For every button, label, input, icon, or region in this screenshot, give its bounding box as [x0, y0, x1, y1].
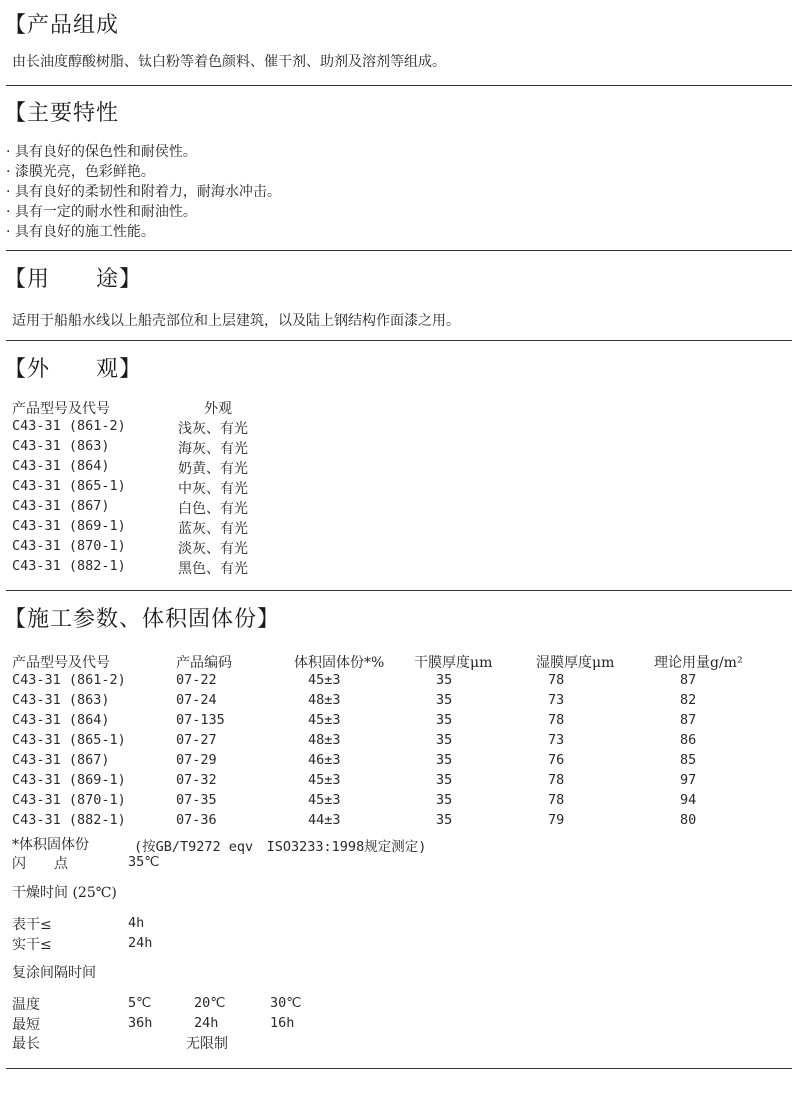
section-heading-params: 【施工参数、体积固体份】	[4, 607, 281, 632]
section-heading-composition: 【产品组成	[4, 13, 120, 38]
table-row	[0, 792, 800, 812]
table-cell: 07-32	[176, 772, 217, 788]
table-cell: C43-31 (865-1)	[12, 478, 126, 494]
table-cell: 86	[680, 732, 697, 748]
table-cell: C43-31 (863)	[12, 692, 110, 708]
table-cell: 淡灰、有光	[178, 541, 248, 557]
params-header-row	[0, 652, 800, 672]
table-cell: 07-27	[176, 732, 217, 748]
recoat-max-value: 无限制	[186, 1036, 228, 1052]
table-cell: C43-31 (861-2)	[12, 418, 126, 434]
table-cell: C43-31 (867)	[12, 498, 110, 514]
feature-item: · 具有良好的柔韧性和附着力，耐海水冲击。	[6, 184, 281, 200]
usage-text: 适用于船船水线以上船壳部位和上层建筑，以及陆上钢结构作面漆之用。	[12, 313, 460, 329]
table-header: 理论用量g/m²	[654, 655, 743, 671]
table-cell: C43-31 (863)	[12, 438, 110, 454]
divider	[6, 1068, 792, 1069]
table-cell: C43-31 (882-1)	[12, 558, 126, 574]
table-cell: 35	[436, 672, 453, 688]
recoat-min-label: 最短	[12, 1017, 40, 1033]
table-cell: 79	[548, 812, 565, 828]
flash-point-value: 35℃	[128, 854, 160, 870]
table-row	[0, 812, 800, 832]
section-heading-usage: 【用 途】	[4, 267, 143, 292]
recoat-max-label: 最长	[12, 1036, 40, 1052]
table-row	[0, 458, 300, 478]
appearance-col-header-look: 外观	[204, 401, 232, 417]
recoat-temp: 30℃	[270, 995, 302, 1011]
table-cell: C43-31 (864)	[12, 712, 110, 728]
table-cell: 45±3	[308, 672, 341, 688]
table-cell: 07-24	[176, 692, 217, 708]
table-row	[0, 712, 800, 732]
hard-dry-value: 24h	[128, 935, 153, 951]
recoat-temp-label: 温度	[12, 997, 40, 1013]
divider	[6, 85, 792, 86]
table-cell: 73	[548, 692, 565, 708]
table-header: 产品编码	[176, 655, 232, 671]
table-cell: 35	[436, 752, 453, 768]
table-cell: 07-22	[176, 672, 217, 688]
table-row	[0, 538, 300, 558]
appearance-col-header-model: 产品型号及代号	[12, 401, 110, 417]
table-cell: 35	[436, 812, 453, 828]
table-cell: 80	[680, 812, 697, 828]
table-cell: C43-31 (869-1)	[12, 518, 126, 534]
table-row	[0, 772, 800, 792]
table-cell: 94	[680, 792, 697, 808]
table-cell: C43-31 (865-1)	[12, 732, 126, 748]
divider	[6, 250, 792, 251]
table-cell: 35	[436, 692, 453, 708]
section-heading-features: 【主要特性	[4, 101, 120, 126]
table-cell: C43-31 (870-1)	[12, 792, 126, 808]
table-cell: 78	[548, 672, 565, 688]
table-row	[0, 732, 800, 752]
feature-item: · 漆膜光亮，色彩鲜艳。	[6, 164, 155, 180]
table-cell: 44±3	[308, 812, 341, 828]
table-cell: 78	[548, 712, 565, 728]
table-cell: C43-31 (882-1)	[12, 812, 126, 828]
composition-text: 由长油度醇酸树脂、钛白粉等着色颜料、催干剂、助剂及溶剂等组成。	[12, 54, 446, 70]
surface-dry-value: 4h	[128, 915, 145, 931]
flash-point-label: 闪 点	[12, 856, 68, 872]
table-cell: 82	[680, 692, 697, 708]
table-cell: 07-29	[176, 752, 217, 768]
table-cell: 46±3	[308, 752, 341, 768]
table-cell: 07-35	[176, 792, 217, 808]
table-cell: 87	[680, 712, 697, 728]
table-row	[0, 558, 300, 578]
recoat-min: 16h	[270, 1015, 295, 1031]
table-cell: 87	[680, 672, 697, 688]
table-row	[0, 672, 800, 692]
table-cell: 45±3	[308, 712, 341, 728]
divider	[6, 590, 792, 591]
recoat-min: 24h	[194, 1015, 219, 1031]
recoat-interval-title: 复涂间隔时间	[12, 965, 96, 981]
feature-item: · 具有良好的施工性能。	[6, 224, 155, 240]
table-cell: 07-135	[176, 712, 225, 728]
table-header: 体积固体份*%	[294, 655, 385, 671]
drying-time-title: 干燥时间 (25℃)	[12, 885, 117, 901]
table-row	[0, 438, 300, 458]
table-cell: 黑色、有光	[178, 561, 248, 577]
table-cell: C43-31 (861-2)	[12, 672, 126, 688]
table-cell: 35	[436, 772, 453, 788]
table-cell: 78	[548, 772, 565, 788]
table-cell: 35	[436, 732, 453, 748]
table-row	[0, 498, 300, 518]
table-cell: 海灰、有光	[178, 441, 248, 457]
table-cell: 蓝灰、有光	[178, 521, 248, 537]
table-header: 产品型号及代号	[12, 655, 110, 671]
table-row	[0, 518, 300, 538]
feature-item: · 具有一定的耐水性和耐油性。	[6, 204, 197, 220]
table-cell: 76	[548, 752, 565, 768]
table-cell: 73	[548, 732, 565, 748]
hard-dry-label: 实干≤	[12, 937, 52, 953]
section-heading-appearance: 【外 观】	[4, 357, 143, 382]
table-cell: C43-31 (869-1)	[12, 772, 126, 788]
table-cell: 78	[548, 792, 565, 808]
table-row	[0, 752, 800, 772]
feature-item: · 具有良好的保色性和耐侯性。	[6, 144, 197, 160]
table-cell: 85	[680, 752, 697, 768]
table-cell: 中灰、有光	[178, 481, 248, 497]
table-cell: 35	[436, 712, 453, 728]
table-cell: 浅灰、有光	[178, 421, 248, 437]
table-row	[0, 478, 300, 498]
table-row	[0, 692, 800, 712]
table-cell: 45±3	[308, 792, 341, 808]
table-cell: 48±3	[308, 692, 341, 708]
table-cell: C43-31 (870-1)	[12, 538, 126, 554]
table-cell: 白色、有光	[178, 501, 248, 517]
table-cell: C43-31 (864)	[12, 458, 110, 474]
table-cell: 07-36	[176, 812, 217, 828]
recoat-min: 36h	[128, 1015, 153, 1031]
recoat-temp: 5℃	[128, 995, 152, 1011]
table-header: 干膜厚度μm	[414, 655, 493, 671]
table-row	[0, 418, 300, 438]
table-cell: 35	[436, 792, 453, 808]
table-cell: 奶黄、有光	[178, 461, 248, 477]
table-cell: 48±3	[308, 732, 341, 748]
table-header: 湿膜厚度μm	[536, 655, 615, 671]
divider	[6, 340, 792, 341]
solids-note-label: *体积固体份	[12, 837, 89, 853]
table-cell: 45±3	[308, 772, 341, 788]
surface-dry-label: 表干≤	[12, 917, 52, 933]
table-cell: 97	[680, 772, 697, 788]
table-cell: C43-31 (867)	[12, 752, 110, 768]
recoat-temp: 20℃	[194, 995, 226, 1011]
solids-note-text: (按GB/T9272 eqv ISO3233:1998规定测定)	[134, 839, 427, 855]
